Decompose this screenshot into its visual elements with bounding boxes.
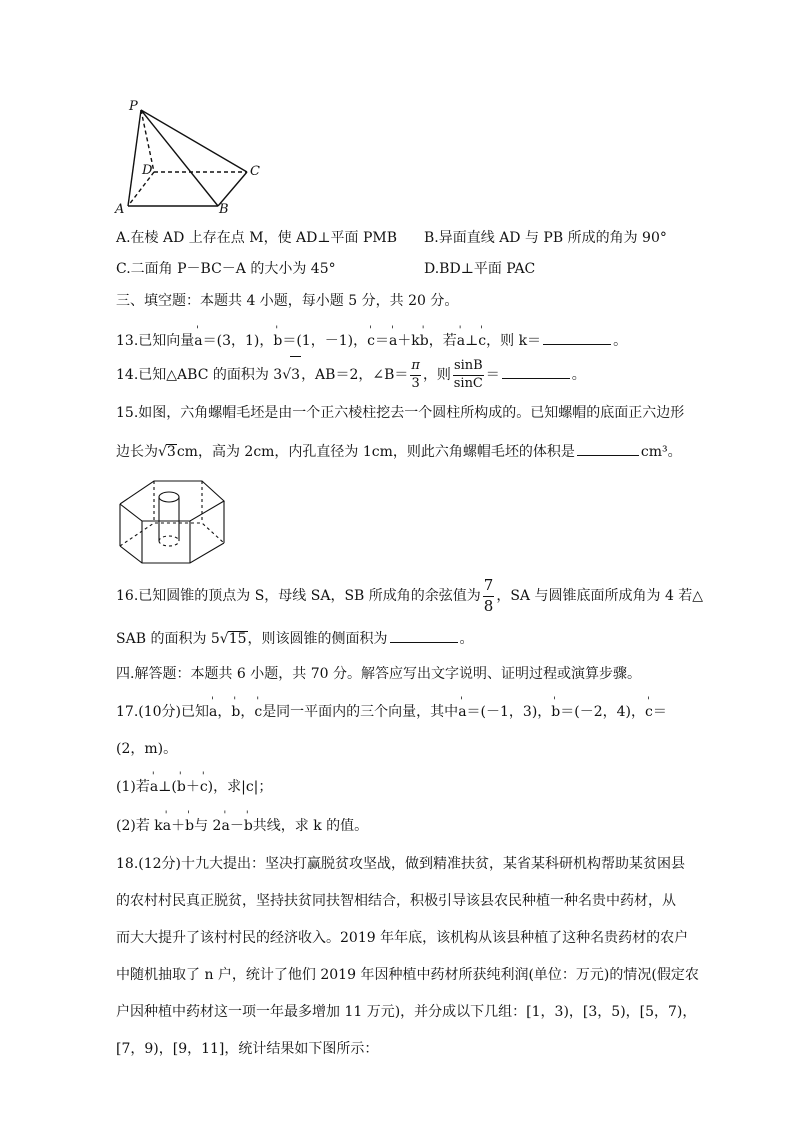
question-18-line-1: 18.(12分)十九大提出：坚决打赢脱贫攻坚战，做到精准扶贫，某省某科研机构帮助某贫困县: [116, 856, 686, 872]
vector-b: ' b: [273, 334, 282, 348]
q14-text-2: ，AB＝2，∠B＝: [301, 367, 409, 383]
q16-text-4: ，则该圆锥的侧面积为: [247, 631, 388, 647]
vector-b: ' b: [551, 705, 560, 719]
q13-text-6: ，若: [428, 333, 457, 349]
question-17-part-2: [116, 819, 368, 833]
answer-blank-16[interactable]: [390, 630, 458, 643]
q17-2-text-3: 与 2: [194, 818, 222, 834]
q13-text-3: ＝(1，－1)，: [282, 333, 368, 349]
question-18-line-2: 的农村村民真正脱贫，坚持扶贫同扶智相结合，积极引导该县农民种植一种名贵中药材，从: [116, 893, 676, 909]
question-17-line-2: (2，m)。: [116, 741, 178, 757]
vertex-label-b: B: [219, 202, 229, 217]
question-16-line-2: [116, 630, 474, 646]
question-15-line-2: [116, 443, 682, 459]
vector-a: ' a: [150, 780, 158, 794]
q17-text-4: ＝(－2，4)，: [560, 704, 646, 720]
fraction-pi-over-3: [410, 359, 421, 392]
vector-c: ' c: [200, 780, 208, 794]
hex-nut-drawing: [112, 475, 234, 567]
q17-text-5: ＝: [652, 704, 667, 720]
vector-a: ' a: [458, 705, 466, 719]
pyramid-drawing: [110, 98, 280, 223]
fraction-denominator: sinC: [453, 375, 483, 391]
q17-1-text-3: ＋: [185, 779, 200, 795]
q15-text-1: 边长为: [116, 444, 158, 460]
q13-text-1: 13.已知向量: [116, 333, 195, 349]
vector-c: ' c: [478, 334, 486, 348]
q13-end: 。: [613, 333, 628, 349]
q17-sep: ，: [217, 704, 232, 720]
vector-b: ' b: [420, 334, 429, 348]
q17-2-text-4: －: [229, 818, 244, 834]
q17-1-text-1: (1)若: [116, 779, 150, 795]
fraction-numerator: 7: [483, 577, 495, 596]
q17-text-1: 17.(10分)已知: [116, 704, 210, 720]
q14-text-3: ，则: [422, 367, 451, 383]
question-17-line-1: [116, 705, 667, 719]
sqrt-radicand: 3: [166, 444, 176, 460]
vector-a: ' a: [457, 334, 465, 348]
question-18-line-6: [7，9)，[9，11]，统计结果如下图所示：: [116, 1041, 379, 1057]
fraction-sinb-over-sinc: [453, 359, 484, 392]
question-13: [116, 332, 627, 348]
question-18-line-3: 而大大提升了该村村民的经济收入。2019 年年底，该机构从该县种植了这种名贵药材的农户: [116, 930, 689, 946]
sqrt-3: √3: [158, 444, 176, 460]
q17-2-text-1: (2)若 k: [116, 818, 163, 834]
vector-a: ' a: [163, 819, 171, 833]
fraction-numerator: π: [410, 359, 421, 376]
q14-end: 。: [571, 367, 586, 383]
q16-text-2: ，SA 与圆锥底面所成角为 4 若△: [496, 588, 704, 604]
q13-text-8: ，则 k＝: [486, 333, 542, 349]
question-15-line-1: 15.如图，六角螺帽毛坯是由一个正六棱柱挖去一个圆柱所构成的。已知螺帽的底面正六边形: [116, 405, 685, 421]
q14-text-4: ＝: [485, 367, 500, 383]
fraction-denominator: 8: [483, 596, 494, 615]
option-c: C.二面角 P－BC－A 的大小为 45°: [116, 261, 336, 277]
pyramid-figure: [110, 98, 280, 223]
q16-end: 。: [459, 631, 474, 647]
q17-2-text-5: 共线，求 k 的值。: [252, 818, 369, 834]
answer-blank-13[interactable]: [543, 332, 611, 345]
q17-2-text-2: ＋: [171, 818, 186, 834]
fraction-numerator: sinB: [453, 359, 484, 376]
q17-1-text-2: ⊥(: [158, 779, 177, 795]
vertex-label-p: P: [129, 99, 138, 114]
question-17-part-1: [116, 780, 272, 794]
q16-text-3: SAB 的面积为 5: [116, 631, 220, 647]
q17-sep: ，: [240, 704, 255, 720]
vector-a: ' a: [194, 334, 202, 348]
q16-text-1: 16.已知圆锥的顶点为 S，母线 SA，SB 所成角的余弦值为: [116, 588, 481, 604]
vector-a: ' a: [389, 334, 397, 348]
question-14: [116, 356, 586, 396]
vector-c: ' c: [645, 705, 653, 719]
section-3-heading: 三、填空题：本题共 4 小题，每小题 5 分，共 20 分。: [116, 293, 459, 309]
option-a: A.在棱 AD 上存在点 M，使 AD⊥平面 PMB: [116, 230, 398, 246]
q13-text-2: ＝(3，1)，: [202, 333, 274, 349]
q13-text-5: ＋k: [397, 333, 420, 349]
sqrt-radicand: 3: [290, 356, 301, 393]
vector-b: ' b: [231, 705, 240, 719]
vector-b: ' b: [177, 780, 186, 794]
section-4-heading: 四.解答题：本题共 6 小题，共 70 分。解答应写出文字说明、证明过程或演算步骤。: [116, 666, 641, 682]
vector-c: ' c: [254, 705, 262, 719]
question-16-line-1: [116, 576, 703, 618]
sqrt-radicand: 15: [228, 631, 247, 647]
question-18-line-5: 户因种植中药材这一项一年最多增加 11 万元)，并分成以下几组：[1，3)，[3，5)，[5，7)，: [116, 1004, 697, 1020]
vector-a: ' a: [209, 705, 217, 719]
vertex-label-a: A: [115, 202, 125, 217]
vector-a: ' a: [221, 819, 229, 833]
fraction-7-over-8: [483, 577, 495, 615]
vector-c: ' c: [367, 334, 375, 348]
option-b: B.异面直线 AD 与 PB 所成的角为 90°: [424, 230, 667, 246]
q13-text-7: ⊥: [465, 333, 479, 349]
sqrt-3: √3: [282, 367, 301, 383]
vertex-label-c: C: [250, 164, 260, 179]
vertex-label-d: D: [142, 163, 153, 178]
q14-text-1: 14.已知△ABC 的面积为 3: [116, 367, 283, 383]
q13-text-4: ＝: [374, 333, 389, 349]
answer-blank-14[interactable]: [502, 366, 570, 379]
fraction-denominator: 3: [411, 375, 420, 391]
vector-b: ' b: [185, 819, 194, 833]
q15-end: cm³。: [640, 444, 682, 460]
option-d: D.BD⊥平面 PAC: [424, 261, 536, 277]
vector-b: ' b: [244, 819, 253, 833]
q15-text-2: cm，高为 2cm，内孔直径为 1cm，则此六角螺帽毛坯的体积是: [176, 444, 575, 460]
answer-blank-15[interactable]: [577, 443, 639, 456]
q17-text-3: ＝(－1，3)，: [466, 704, 552, 720]
hex-nut-figure: [112, 475, 234, 567]
q17-1-text-4: )，求|c|；: [207, 779, 273, 795]
sqrt-15: √15: [219, 631, 247, 647]
q17-text-2: 是同一平面内的三个向量，其中: [262, 704, 459, 720]
question-18-line-4: 中随机抽取了 n 户，统计了他们 2019 年因种植中药材所获纯利润(单位：万元)的情况(假定农: [116, 967, 699, 983]
